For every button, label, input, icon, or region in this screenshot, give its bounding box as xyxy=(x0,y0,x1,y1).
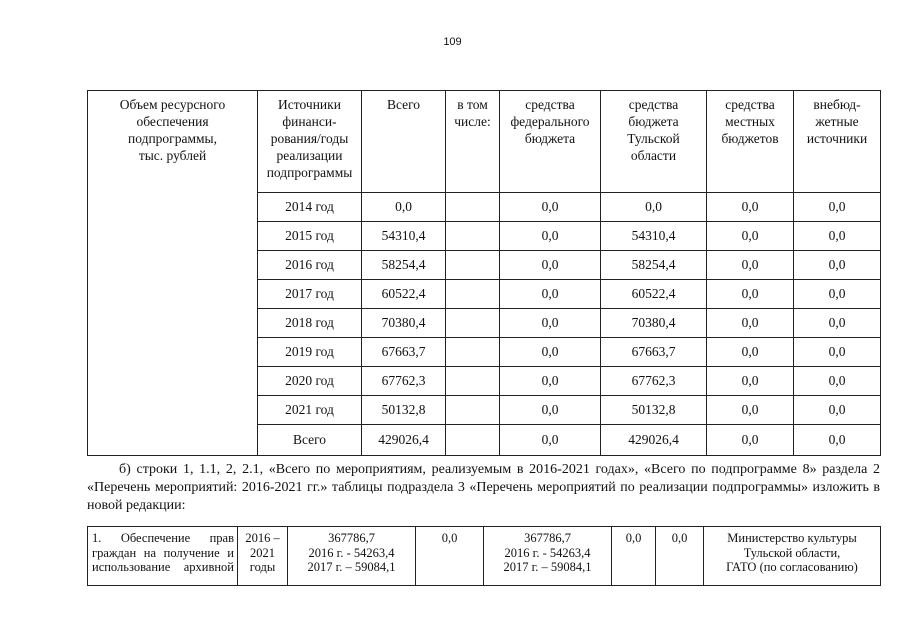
resource-table-header xyxy=(88,91,881,193)
including-cell xyxy=(446,251,500,280)
year-cell: 2021 год xyxy=(258,396,362,425)
extra-cell: 0,0 xyxy=(794,251,881,280)
including-cell xyxy=(446,338,500,367)
extra-cell: 0,0 xyxy=(794,222,881,251)
text-line: 2016 г. - 54263,4 xyxy=(308,545,395,560)
extra-cell: 0,0 xyxy=(794,280,881,309)
total-cell: 429026,4 xyxy=(362,425,446,456)
extra-cell: 0,0 xyxy=(794,367,881,396)
text-line: использование архивной xyxy=(92,560,234,574)
text-line: рования/годы xyxy=(270,131,349,146)
measure-regional-cell xyxy=(484,527,612,586)
local-cell: 0,0 xyxy=(707,251,794,280)
measure-extra-cell: 0,0 xyxy=(656,527,704,586)
header-total xyxy=(362,91,446,193)
total-cell: 67762,3 xyxy=(362,367,446,396)
regional-cell: 50132,8 xyxy=(601,396,707,425)
header-including xyxy=(446,91,500,193)
including-cell xyxy=(446,367,500,396)
regional-cell: 429026,4 xyxy=(601,425,707,456)
text-line: подпрограммы xyxy=(266,165,353,180)
text-line: 367786,7 xyxy=(328,531,375,545)
federal-cell: 0,0 xyxy=(500,222,601,251)
year-cell: 2014 год xyxy=(258,193,362,222)
text-line: 2017 г. – 59084,1 xyxy=(307,560,396,574)
year-cell: 2018 год xyxy=(258,309,362,338)
total-cell: 58254,4 xyxy=(362,251,446,280)
total-cell: 60522,4 xyxy=(362,280,446,309)
including-cell xyxy=(446,193,500,222)
measures-table xyxy=(87,526,881,586)
text-line: тыс. рублей xyxy=(138,148,207,163)
local-cell: 0,0 xyxy=(707,425,794,456)
text-line: бюджета xyxy=(524,131,576,146)
extra-cell: 0,0 xyxy=(794,396,881,425)
local-cell: 0,0 xyxy=(707,367,794,396)
federal-cell: 0,0 xyxy=(500,425,601,456)
regional-cell: 67762,3 xyxy=(601,367,707,396)
including-cell xyxy=(446,309,500,338)
measure-total-cell xyxy=(288,527,416,586)
header-federal xyxy=(500,91,601,193)
year-cell: 2015 год xyxy=(258,222,362,251)
federal-cell: 0,0 xyxy=(500,193,601,222)
text-line: средства xyxy=(725,97,775,112)
resource-table xyxy=(87,90,881,456)
federal-cell: 0,0 xyxy=(500,251,601,280)
text-line: средства xyxy=(525,97,575,112)
year-cell: 2020 год xyxy=(258,367,362,396)
year-cell: 2016 год xyxy=(258,251,362,280)
including-cell xyxy=(446,425,500,456)
text-line: Тульской xyxy=(627,131,680,146)
text-line: бюджетов xyxy=(721,131,779,146)
header-local xyxy=(707,91,794,193)
measure-local-cell: 0,0 xyxy=(612,527,656,586)
text-line: Министерство культуры xyxy=(727,531,857,545)
local-cell: 0,0 xyxy=(707,222,794,251)
extra-cell: 0,0 xyxy=(794,338,881,367)
extra-cell: 0,0 xyxy=(794,309,881,338)
year-cell: 2017 год xyxy=(258,280,362,309)
local-cell: 0,0 xyxy=(707,396,794,425)
text-line: финанси- xyxy=(282,114,337,129)
total-cell: 54310,4 xyxy=(362,222,446,251)
text-line: граждан на получение и xyxy=(92,545,234,560)
header-sources xyxy=(258,91,362,193)
text-line: федерального xyxy=(510,114,590,129)
regional-cell: 58254,4 xyxy=(601,251,707,280)
text-line: 2016 – xyxy=(245,531,280,545)
text-line: области xyxy=(630,148,677,163)
text-line: Тульской области, xyxy=(743,545,841,560)
federal-cell: 0,0 xyxy=(500,309,601,338)
regional-cell: 70380,4 xyxy=(601,309,707,338)
resource-label-cell xyxy=(88,91,258,456)
measure-federal-cell: 0,0 xyxy=(416,527,484,586)
text-line: внебюд- xyxy=(813,97,861,112)
text-line: 2016 г. - 54263,4 xyxy=(504,545,591,560)
local-cell: 0,0 xyxy=(707,193,794,222)
page-number: 109 xyxy=(443,36,462,48)
federal-cell: 0,0 xyxy=(500,396,601,425)
including-cell xyxy=(446,222,500,251)
text-line: местных xyxy=(725,114,775,129)
amendment-paragraph xyxy=(87,461,880,515)
including-cell xyxy=(446,280,500,309)
text-line: годы xyxy=(249,560,276,574)
amendment-text: б) строки 1, 1.1, 2, 2.1, «Всего по мероприятиям, реализуемым в 2016-2021 годах», «Всего по подпрограмме 8» раздела 2 «Перечень мероприятий: 2016-2021 гг.» таблицы подраздела 3 «Перечень мероприятий по реализации подпрограммы» изложить в новой редакции: xyxy=(87,462,880,513)
text-line: подпрограммы, xyxy=(128,131,217,146)
text-line: 367786,7 xyxy=(524,531,571,545)
text-line: ГАТО (по согласованию) xyxy=(726,560,858,574)
regional-cell: 60522,4 xyxy=(601,280,707,309)
measure-org-cell xyxy=(704,527,881,586)
year-cell: Всего xyxy=(258,425,362,456)
text-line: Объем ресурсного xyxy=(119,97,226,112)
text-line: обеспечения xyxy=(136,114,209,129)
text-line: 2021 xyxy=(250,545,275,560)
text-line: бюджета xyxy=(628,114,679,129)
federal-cell: 0,0 xyxy=(500,367,601,396)
local-cell: 0,0 xyxy=(707,338,794,367)
total-cell: 50132,8 xyxy=(362,396,446,425)
text-line: Источники xyxy=(278,97,341,112)
year-cell: 2019 год xyxy=(258,338,362,367)
header-regional xyxy=(601,91,707,193)
text-line: средства xyxy=(628,97,679,112)
total-cell: 70380,4 xyxy=(362,309,446,338)
table-row xyxy=(88,527,881,586)
regional-cell: 67663,7 xyxy=(601,338,707,367)
extra-cell: 0,0 xyxy=(794,425,881,456)
regional-cell: 0,0 xyxy=(601,193,707,222)
text-line: жетные xyxy=(815,114,859,129)
text-line: источники xyxy=(806,131,868,146)
text-line: числе: xyxy=(454,114,491,129)
text-line: в том xyxy=(457,97,488,112)
local-cell: 0,0 xyxy=(707,280,794,309)
measure-name-cell xyxy=(88,527,238,586)
text-line: реализации xyxy=(276,148,343,163)
local-cell: 0,0 xyxy=(707,309,794,338)
text-line: 2017 г. – 59084,1 xyxy=(503,560,592,574)
text-line: 1. Обеспечение прав xyxy=(92,531,234,545)
measure-period-cell xyxy=(238,527,288,586)
header-extrabudget xyxy=(794,91,881,193)
federal-cell: 0,0 xyxy=(500,338,601,367)
federal-cell: 0,0 xyxy=(500,280,601,309)
total-cell: 67663,7 xyxy=(362,338,446,367)
total-cell: 0,0 xyxy=(362,193,446,222)
regional-cell: 54310,4 xyxy=(601,222,707,251)
extra-cell: 0,0 xyxy=(794,193,881,222)
including-cell xyxy=(446,396,500,425)
text-line: Всего xyxy=(386,97,421,112)
